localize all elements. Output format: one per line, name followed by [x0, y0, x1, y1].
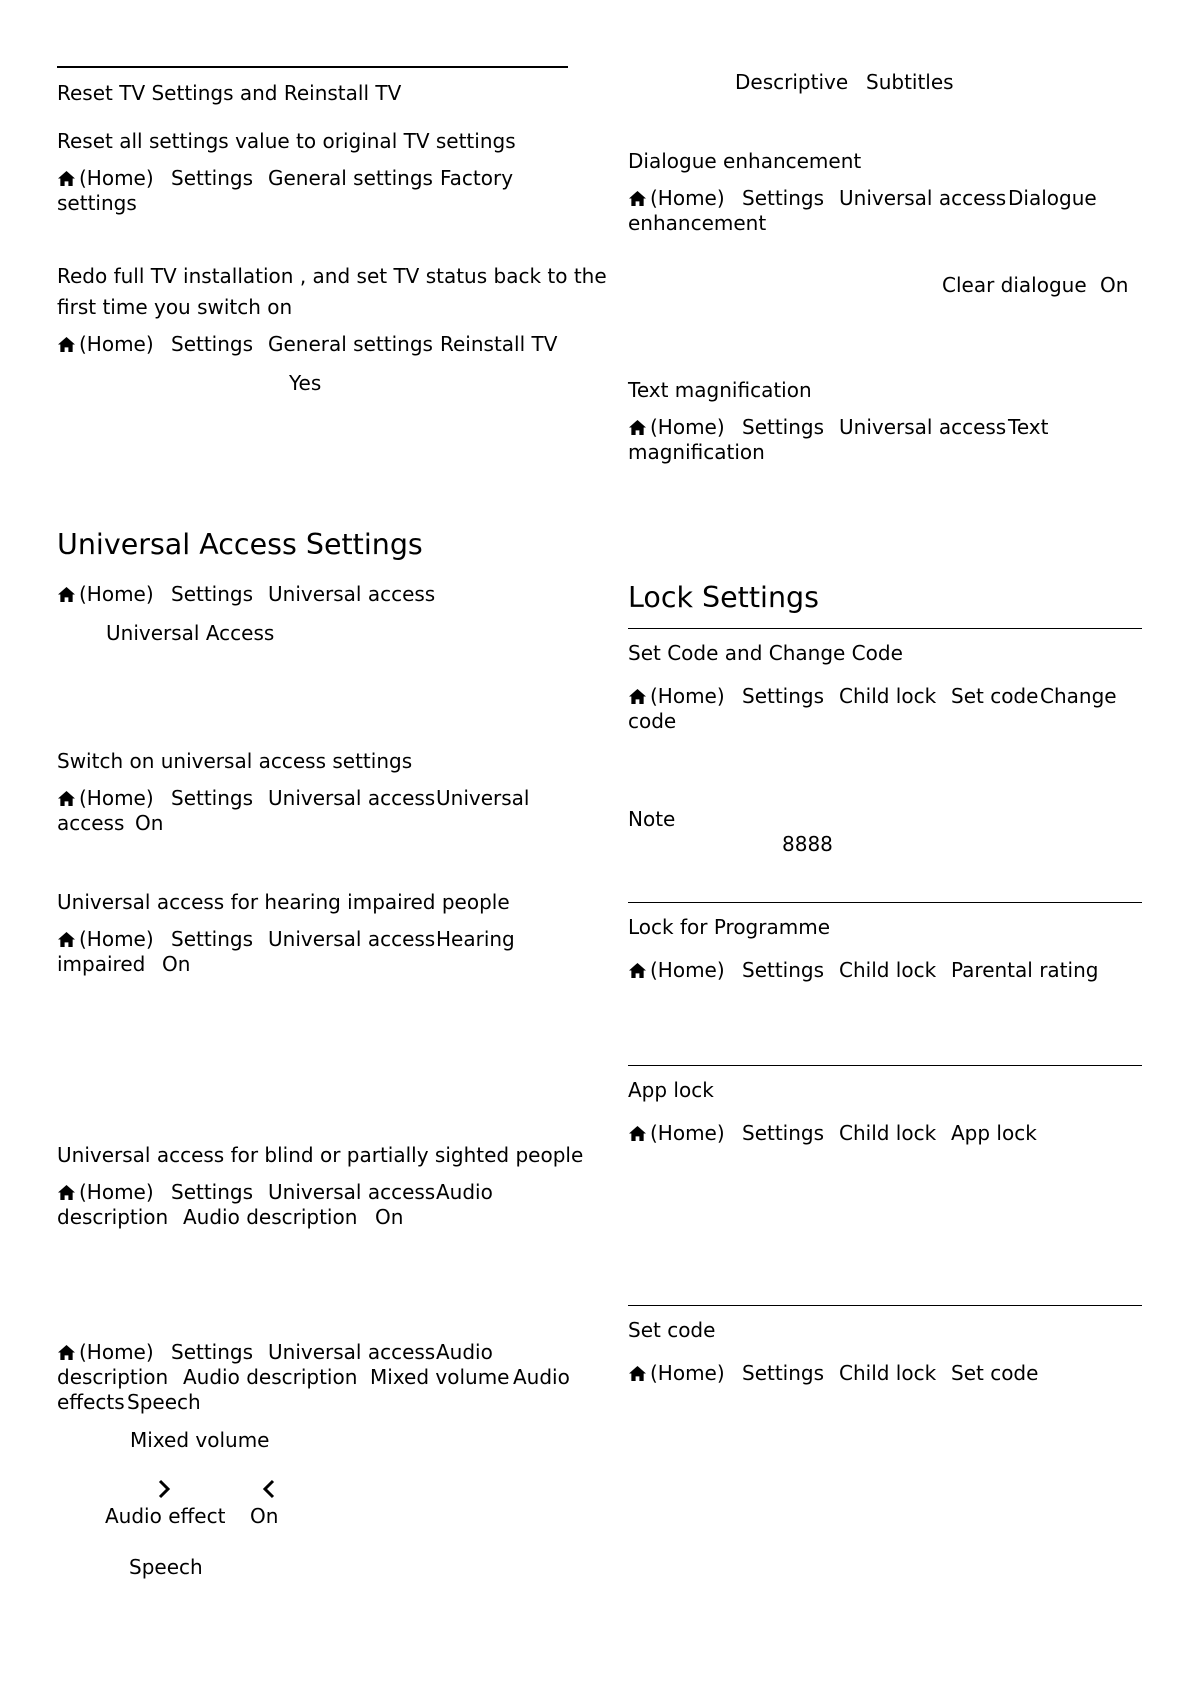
programme-title: Lock for Programme: [628, 915, 830, 939]
pin-code: 8888: [782, 832, 833, 856]
path-audio: Audio: [436, 1340, 493, 1364]
path-general-settings: General settings: [268, 332, 433, 356]
home-icon: [57, 1344, 76, 1361]
path-settings: Settings: [171, 166, 254, 190]
path-settings: Settings: [171, 927, 254, 951]
path-description: description: [57, 1365, 169, 1389]
ua-hearing-path: (Home): [57, 927, 154, 952]
path-settings: Settings: [171, 582, 254, 606]
applock-path: (Home): [628, 1121, 725, 1146]
setcode-path: (Home): [628, 684, 725, 709]
ua-switch-title: Switch on universal access settings: [57, 749, 413, 773]
path-universal-access: Universal access: [268, 927, 436, 951]
home-icon: [57, 586, 76, 603]
home-icon: [57, 1184, 76, 1201]
home-icon: [628, 190, 647, 207]
home-icon: [57, 336, 76, 353]
clear-dialogue-label: Clear dialogue: [942, 273, 1087, 297]
path-settings-cont: settings: [57, 191, 137, 215]
path-settings: Settings: [171, 1180, 254, 1204]
path-effects: effects: [57, 1390, 125, 1414]
applock-rule: [628, 1065, 1142, 1066]
dialogue-path: (Home): [628, 186, 725, 211]
path-universal: Universal: [436, 786, 530, 810]
path-code: code: [628, 709, 677, 733]
path-settings: Settings: [742, 958, 825, 982]
chevron-right-icon[interactable]: [157, 1479, 171, 1499]
path-set-code: Set code: [951, 1361, 1039, 1385]
path-hearing: Hearing: [436, 927, 515, 951]
subtitles-label: Subtitles: [866, 70, 954, 94]
ua-hearing-title: Universal access for hearing impaired people: [57, 890, 510, 914]
home-icon: [57, 931, 76, 948]
path-parental-rating: Parental rating: [951, 958, 1099, 982]
path-audio-description: Audio description: [183, 1365, 358, 1389]
ua-mixed-path: (Home): [57, 1340, 154, 1365]
setcode-title: Set Code and Change Code: [628, 641, 903, 665]
path-impaired: impaired: [57, 952, 146, 976]
path-general-settings: General settings: [268, 166, 433, 190]
path-enhancement: enhancement: [628, 211, 767, 235]
textmag-path: (Home): [628, 415, 725, 440]
home-icon: [628, 419, 647, 436]
path-child-lock: Child lock: [839, 1361, 937, 1385]
clear-dialogue-on: On: [1100, 273, 1129, 297]
set-path: (Home): [628, 1361, 725, 1386]
audio-effect-on: On: [250, 1504, 279, 1528]
path-settings: Settings: [742, 1121, 825, 1145]
reset-sub2-line1: Redo full TV installation , and set TV status back to the: [57, 264, 607, 288]
path-settings: Settings: [742, 684, 825, 708]
home-icon: [57, 790, 76, 807]
programme-rule: [628, 902, 1142, 903]
descriptive-label: Descriptive: [735, 70, 849, 94]
path-text: Text: [1008, 415, 1049, 439]
path-on: On: [375, 1205, 404, 1229]
path-universal-access: Universal access: [839, 415, 1007, 439]
path-settings: Settings: [171, 786, 254, 810]
reset-sub1: Reset all settings value to original TV settings: [57, 129, 516, 153]
ua-blind-path: (Home): [57, 1180, 154, 1205]
path-magnification: magnification: [628, 440, 765, 464]
textmag-title: Text magnification: [628, 378, 812, 402]
path-on: On: [162, 952, 191, 976]
set-title: Set code: [628, 1318, 716, 1342]
chevron-left-icon[interactable]: [262, 1479, 276, 1499]
path-universal-access: Universal access: [268, 1340, 436, 1364]
programme-path: (Home): [628, 958, 725, 983]
path-speech: Speech: [127, 1390, 201, 1414]
path-app-lock: App lock: [951, 1121, 1037, 1145]
reset-path1-line1: (Home): [57, 166, 154, 191]
dialogue-title: Dialogue enhancement: [628, 149, 862, 173]
note-label: Note: [628, 807, 676, 831]
path-audio: Audio: [436, 1180, 493, 1204]
path-settings: Settings: [742, 186, 825, 210]
path-universal-access: Universal access: [268, 786, 436, 810]
home-icon: [628, 688, 647, 705]
path-settings: Settings: [171, 332, 254, 356]
reset-sub2-line2: first time you switch on: [57, 295, 293, 319]
mixed-volume-label: Mixed volume: [130, 1428, 270, 1452]
yes-option: Yes: [289, 371, 322, 395]
lock-heading: Lock Settings: [628, 581, 819, 614]
path-audio-description: Audio description: [183, 1205, 358, 1229]
path-universal-access: Universal access: [839, 186, 1007, 210]
path-access: access: [57, 811, 125, 835]
speech-label: Speech: [129, 1555, 203, 1579]
home-icon: [57, 170, 76, 187]
setcode-rule: [628, 1305, 1142, 1306]
ua-switch-path: (Home): [57, 786, 154, 811]
path-change: Change: [1040, 684, 1117, 708]
applock-title: App lock: [628, 1078, 714, 1102]
reset-path2: (Home): [57, 332, 154, 357]
path-reinstall-tv: Reinstall TV: [440, 332, 558, 356]
path-on: On: [135, 811, 164, 835]
home-icon: [628, 1365, 647, 1382]
path-child-lock: Child lock: [839, 684, 937, 708]
path-dialogue: Dialogue: [1008, 186, 1097, 210]
path-settings: Settings: [171, 1340, 254, 1364]
path-child-lock: Child lock: [839, 958, 937, 982]
ua-blind-title: Universal access for blind or partially sighted people: [57, 1143, 584, 1167]
path-universal-access: Universal access: [268, 1180, 436, 1204]
path-audio: Audio: [513, 1365, 570, 1389]
ua-heading: Universal Access Settings: [57, 528, 423, 561]
reset-heading: Reset TV Settings and Reinstall TV: [57, 81, 402, 105]
lock-rule: [628, 628, 1142, 629]
path-settings: Settings: [742, 1361, 825, 1385]
top-rule-left: [57, 66, 568, 68]
path-description: description: [57, 1205, 169, 1229]
path-mixed-volume: Mixed volume: [370, 1365, 510, 1389]
home-icon: [628, 1125, 647, 1142]
path-settings: Settings: [742, 415, 825, 439]
path-universal-access: Universal access: [268, 582, 436, 606]
audio-effect-label: Audio effect: [105, 1504, 226, 1528]
path-set-code: Set code: [951, 684, 1039, 708]
ua-label: Universal Access: [106, 621, 275, 645]
ua-path: (Home): [57, 582, 154, 607]
path-factory: Factory: [440, 166, 514, 190]
home-icon: [628, 962, 647, 979]
path-child-lock: Child lock: [839, 1121, 937, 1145]
